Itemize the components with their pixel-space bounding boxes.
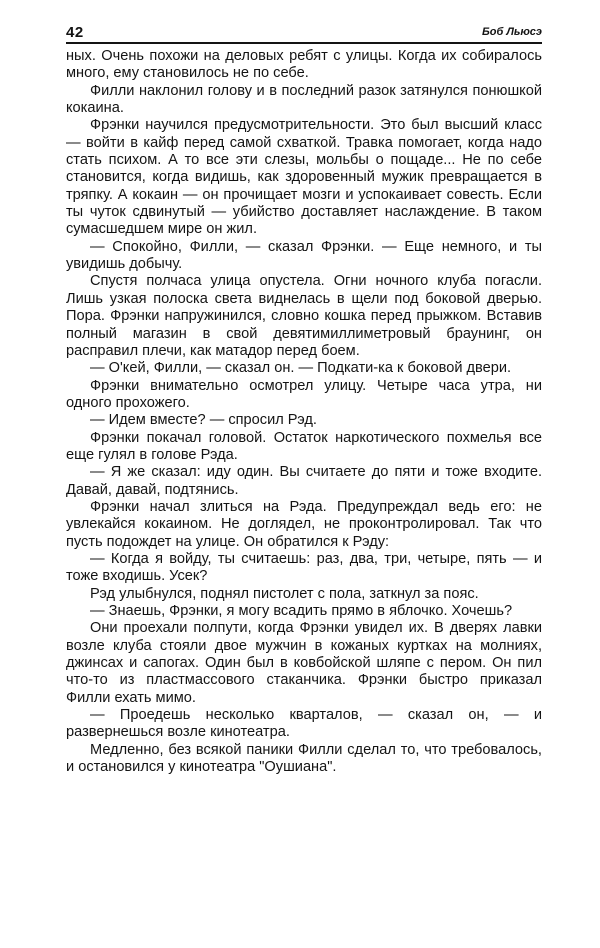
page-number: 42 <box>66 24 84 41</box>
paragraph: ных. Очень похожи на деловых ребят с улицы. Когда их собиралось много, ему становилось не по себе. <box>66 48 542 82</box>
paragraph: Медленно, без всякой паники Филли сделал то, что требовалось, и остановился у кинотеатра "Оушиана". <box>66 741 542 776</box>
paragraph: — О'кей, Филли, — сказал он. — Подкати-ка к боковой двери. <box>90 360 512 377</box>
paragraph: Фрэнки внимательно осмотрел улицу. Четыре часа утра, ни одного прохожего. <box>66 377 542 411</box>
paragraph: Рэд улыбнулся, поднял пистолет с пола, заткнул за пояс. <box>90 585 479 602</box>
paragraph: — Я же сказал: иду один. Вы считаете до пяти и тоже входите. Давай, давай, подтянись. <box>66 464 542 498</box>
paragraph: — Спокойно, Филли, — сказал Фрэнки. — Еще немного, и ты увидишь добычу. <box>66 238 542 273</box>
paragraph: Спустя полчаса улица опустела. Огни ночного клуба погасли. Лишь узкая полоска света виднелась в щели под боковой дверью. Пора. Фрэнки напружинился, словно кошка перед прыжком. Вставив полный магазин в свой девятимиллиметровый браунинг, он расправил плечи, как матадор перед боем. <box>66 273 542 359</box>
paragraph: Фрэнки научился предусмотрительности. Это был высший класс — войти в кайф перед самой схваткой. Травка помогает, когда надо стать психом. А то все эти слезы, мольбы о пощаде... Не по себе становится, когда видишь, как здоровенный мужик превращается в тряпку. А кокаин — он прочищает мозги и успокаивает совесть. Если ты чуток сдвинутый — убийство доставляет наслаждение. В таком сумасшедшем мире он жил. <box>66 117 542 238</box>
book-page <box>66 24 542 776</box>
paragraph: — Идем вместе? — спросил Рэд. <box>90 412 317 429</box>
paragraph: Филли наклонил голову и в последний разок затянулся понюшкой кокаина. <box>66 82 542 117</box>
paragraph: Фрэнки покачал головой. Остаток наркотического похмелья все еще гулял в голове Рэда. <box>66 429 542 463</box>
body-text <box>66 48 542 776</box>
paragraph: — Знаешь, Фрэнки, я могу всадить прямо в яблочко. Хочешь? <box>90 603 513 619</box>
paragraph: — Проедешь несколько кварталов, — сказал он, — и развернешься возле кинотеатра. <box>66 707 542 741</box>
page-header <box>66 24 542 44</box>
paragraph: — Когда я войду, ты считаешь: раз, два, три, четыре, пять — и тоже входишь. Усек? <box>66 550 542 585</box>
running-head: Боб Льюсэ <box>481 26 542 38</box>
paragraph: Фрэнки начал злиться на Рэда. Предупреждал ведь его: не увлекайся кокаином. Не доглядел, не проконтролировал. Так что пусть подождет на улице. Он обратился к Рэду: <box>66 498 542 550</box>
paragraph: Они проехали полпути, когда Фрэнки увидел их. В дверях лавки возле клуба стояли двое мужчин в кожаных куртках на молниях, джинсах и сапогах. Один был в ковбойской шляпе с пером. Он пил что-то из пластмассового стаканчика. Фрэнки быстро приказал Филли ехать мимо. <box>66 620 542 706</box>
